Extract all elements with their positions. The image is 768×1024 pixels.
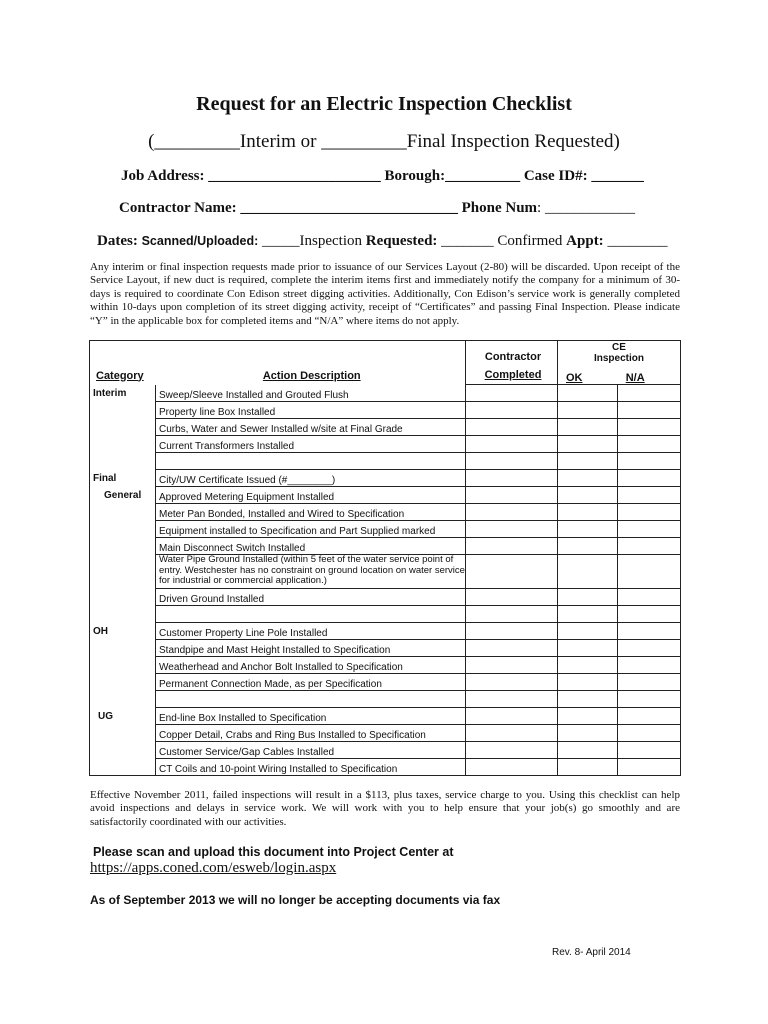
- contractor-info-line: [119, 200, 635, 217]
- action-cell: Property line Box Installed: [156, 402, 466, 419]
- action-cell: Driven Ground Installed: [156, 589, 466, 606]
- action-cell: CT Coils and 10-point Wiring Installed to Specification: [156, 759, 466, 776]
- borough-label: Borough:: [384, 168, 446, 184]
- ce-ok-cell[interactable]: [558, 657, 618, 674]
- contractor-completed-cell[interactable]: [466, 589, 558, 606]
- table-row: [90, 436, 681, 453]
- action-cell: Meter Pan Bonded, Installed and Wired to Specification: [156, 504, 466, 521]
- requested-field[interactable]: _______: [437, 233, 498, 249]
- action-cell: Customer Service/Gap Cables Installed: [156, 742, 466, 759]
- ce-na-cell[interactable]: [618, 470, 681, 487]
- category-ug: UG: [90, 708, 156, 725]
- ce-ok-cell[interactable]: [558, 538, 618, 555]
- action-cell: City/UW Certificate Issued (#________): [156, 470, 466, 487]
- dates-line: [97, 233, 667, 250]
- fax-notice: As of September 2013 we will no longer be accepting documents via fax: [90, 893, 501, 907]
- ce-na-cell[interactable]: [618, 623, 681, 640]
- phone-label: Phone Num: [461, 200, 538, 216]
- table-row: [90, 725, 681, 742]
- contractor-name-field[interactable]: _____________________________: [236, 200, 462, 216]
- job-info-line: [121, 168, 644, 185]
- inspection-type-line: (_________Interim or _________Final Inspection Requested): [148, 131, 620, 152]
- table-row: [90, 555, 681, 589]
- ce-na-cell[interactable]: [618, 589, 681, 606]
- action-cell: Permanent Connection Made, as per Specification: [156, 674, 466, 691]
- appt-label: Appt:: [566, 233, 604, 249]
- contractor-completed-header: [466, 341, 558, 385]
- ce-ok-cell[interactable]: [558, 555, 618, 589]
- category-header: Category: [90, 341, 156, 385]
- contractor-completed-cell[interactable]: [466, 402, 558, 419]
- table-row: [90, 419, 681, 436]
- table-row: [90, 708, 681, 725]
- table-row: [90, 521, 681, 538]
- contractor-completed-cell[interactable]: [466, 436, 558, 453]
- ce-ok-cell[interactable]: [558, 385, 618, 402]
- dates-label: Dates:: [97, 233, 142, 249]
- ce-na-cell[interactable]: [618, 640, 681, 657]
- ce-na-cell[interactable]: [618, 521, 681, 538]
- ce-na-cell[interactable]: [618, 385, 681, 402]
- contractor-completed-cell[interactable]: [466, 470, 558, 487]
- contractor-completed-cell[interactable]: [466, 419, 558, 436]
- table-spacer-row: [90, 606, 681, 623]
- action-cell: Current Transformers Installed: [156, 436, 466, 453]
- ce-ok-cell[interactable]: [558, 759, 618, 776]
- contractor-completed-cell[interactable]: [466, 487, 558, 504]
- contractor-completed-cell[interactable]: [466, 640, 558, 657]
- ce-ok-cell[interactable]: [558, 708, 618, 725]
- ce-na-cell[interactable]: [618, 742, 681, 759]
- completed-header: Completed: [484, 369, 542, 381]
- contractor-completed-cell[interactable]: [466, 521, 558, 538]
- scan-instruction: Please scan and upload this document into Project Center at: [93, 845, 454, 859]
- ce-ok-cell[interactable]: [558, 402, 618, 419]
- category-oh: OH: [90, 623, 156, 640]
- category-final: Final: [90, 470, 156, 487]
- ce-na-cell[interactable]: [618, 555, 681, 589]
- contractor-header: Contractor: [484, 351, 542, 363]
- contractor-completed-cell[interactable]: [466, 708, 558, 725]
- ok-header: OK: [566, 372, 583, 384]
- action-cell: Curbs, Water and Sewer Installed w/site at Final Grade: [156, 419, 466, 436]
- ce-na-cell[interactable]: [618, 538, 681, 555]
- inspection-checklist-table: [89, 340, 681, 776]
- page-title: Request for an Electric Inspection Checklist: [196, 93, 572, 115]
- scanned-field[interactable]: _____: [258, 233, 300, 249]
- revision-label: Rev. 8- April 2014: [552, 947, 631, 958]
- confirmed-label: Confirmed: [497, 233, 567, 249]
- ce-ok-cell[interactable]: [558, 521, 618, 538]
- table-header-row: [90, 341, 681, 385]
- table-row: [90, 674, 681, 691]
- ce-na-cell[interactable]: [618, 759, 681, 776]
- contractor-completed-cell[interactable]: [466, 504, 558, 521]
- ce-na-cell[interactable]: [618, 708, 681, 725]
- contractor-completed-cell[interactable]: [466, 674, 558, 691]
- ce-ok-cell[interactable]: [558, 436, 618, 453]
- ce-ok-cell[interactable]: [558, 742, 618, 759]
- ce-ok-cell[interactable]: [558, 419, 618, 436]
- action-cell: Sweep/Sleeve Installed and Grouted Flush: [156, 385, 466, 402]
- contractor-name-label: Contractor Name:: [119, 200, 237, 216]
- table-row: [90, 385, 681, 402]
- ce-na-cell[interactable]: [618, 657, 681, 674]
- ce-ok-cell[interactable]: [558, 623, 618, 640]
- action-cell: Copper Detail, Crabs and Ring Bus Installed to Specification: [156, 725, 466, 742]
- table-row: [90, 623, 681, 640]
- table-row: [90, 640, 681, 657]
- na-header: N/A: [625, 372, 645, 384]
- ce-inspection-subheader: Inspection: [593, 353, 644, 364]
- ce-na-cell[interactable]: [618, 725, 681, 742]
- contractor-completed-cell[interactable]: [466, 385, 558, 402]
- contractor-completed-cell[interactable]: [466, 538, 558, 555]
- table-spacer-row: [90, 691, 681, 708]
- borough-field[interactable]: __________: [445, 168, 524, 184]
- action-cell: Standpipe and Mast Height Installed to Specification: [156, 640, 466, 657]
- ce-inspection-header: [558, 341, 681, 385]
- contractor-completed-cell[interactable]: [466, 555, 558, 589]
- action-cell: Approved Metering Equipment Installed: [156, 487, 466, 504]
- ce-na-cell[interactable]: [618, 487, 681, 504]
- case-id-label: Case ID#:: [523, 168, 588, 184]
- case-id-field[interactable]: _______: [587, 168, 644, 184]
- ce-na-cell[interactable]: [618, 436, 681, 453]
- table-spacer-row: [90, 453, 681, 470]
- table-row: [90, 538, 681, 555]
- contractor-completed-cell[interactable]: [466, 742, 558, 759]
- intro-paragraph: Any interim or final inspection requests made prior to issuance of our Services Layout (2-80) will be discarded. Upon receipt of the Service Layout, if new duct is required, complete the interim items first and immediately notify the company for a minimum of 30-days is required to coordinate Con Edison street digging activities. Additionally, Con Edison’s service work is generally completed within 10-days upon completion of its street digging activity, receipt of “Certificates” and passing Final Inspection. Please indicate “Y” in the applicable box for completed items and “N/A” where items do not apply.: [90, 261, 680, 327]
- action-cell: Customer Property Line Pole Installed: [156, 623, 466, 640]
- ce-na-cell[interactable]: [618, 402, 681, 419]
- ce-ok-cell[interactable]: [558, 674, 618, 691]
- table-row: [90, 759, 681, 776]
- action-cell: Main Disconnect Switch Installed: [156, 538, 466, 555]
- inspection-label: Inspection: [299, 233, 366, 249]
- project-center-link[interactable]: https://apps.coned.com/esweb/login.aspx: [90, 860, 337, 876]
- table-row: [90, 402, 681, 419]
- footnote-paragraph: Effective November 2011, failed inspections will result in a $113, plus taxes, service charge to you. Using this checklist can help avoid inspections and delays in service work. We will work with you to help ensure that your job(s) go smoothly and are satisfactorily coordinated with our activities.: [90, 789, 680, 828]
- table-row: [90, 657, 681, 674]
- ce-na-cell[interactable]: [618, 504, 681, 521]
- table-row: [90, 742, 681, 759]
- ce-ok-cell[interactable]: [558, 470, 618, 487]
- action-cell: End-line Box Installed to Specification: [156, 708, 466, 725]
- ce-ok-cell[interactable]: [558, 504, 618, 521]
- ce-header: CE: [612, 342, 626, 353]
- action-cell: Equipment installed to Specification and Part Supplied marked: [156, 521, 466, 538]
- phone-field[interactable]: : ____________: [537, 200, 635, 216]
- contractor-completed-cell[interactable]: [466, 623, 558, 640]
- action-header: Action Description: [156, 341, 466, 385]
- table-row: [90, 487, 681, 504]
- contractor-completed-cell[interactable]: [466, 725, 558, 742]
- contractor-completed-cell[interactable]: [466, 657, 558, 674]
- job-address-label: Job Address:: [121, 168, 205, 184]
- table-row: [90, 589, 681, 606]
- table-row: [90, 504, 681, 521]
- table-row: [90, 470, 681, 487]
- appt-field[interactable]: ________: [603, 233, 668, 249]
- contractor-completed-cell[interactable]: [466, 759, 558, 776]
- category-interim: Interim: [90, 385, 156, 402]
- ce-na-cell[interactable]: [618, 674, 681, 691]
- scanned-label: Scanned/Uploaded:: [141, 234, 259, 248]
- ce-na-cell[interactable]: [618, 419, 681, 436]
- ce-ok-cell[interactable]: [558, 589, 618, 606]
- requested-label: Requested:: [365, 233, 438, 249]
- action-cell: Weatherhead and Anchor Bolt Installed to Specification: [156, 657, 466, 674]
- category-general: General: [90, 487, 156, 504]
- ce-ok-cell[interactable]: [558, 725, 618, 742]
- ce-ok-cell[interactable]: [558, 640, 618, 657]
- job-address-field[interactable]: _______________________: [204, 168, 385, 184]
- action-cell: Water Pipe Ground Installed (within 5 feet of the water service point of entry. Westchester has no constraint on ground location on water service for industrial or commercial application.): [156, 555, 466, 589]
- ce-ok-cell[interactable]: [558, 487, 618, 504]
